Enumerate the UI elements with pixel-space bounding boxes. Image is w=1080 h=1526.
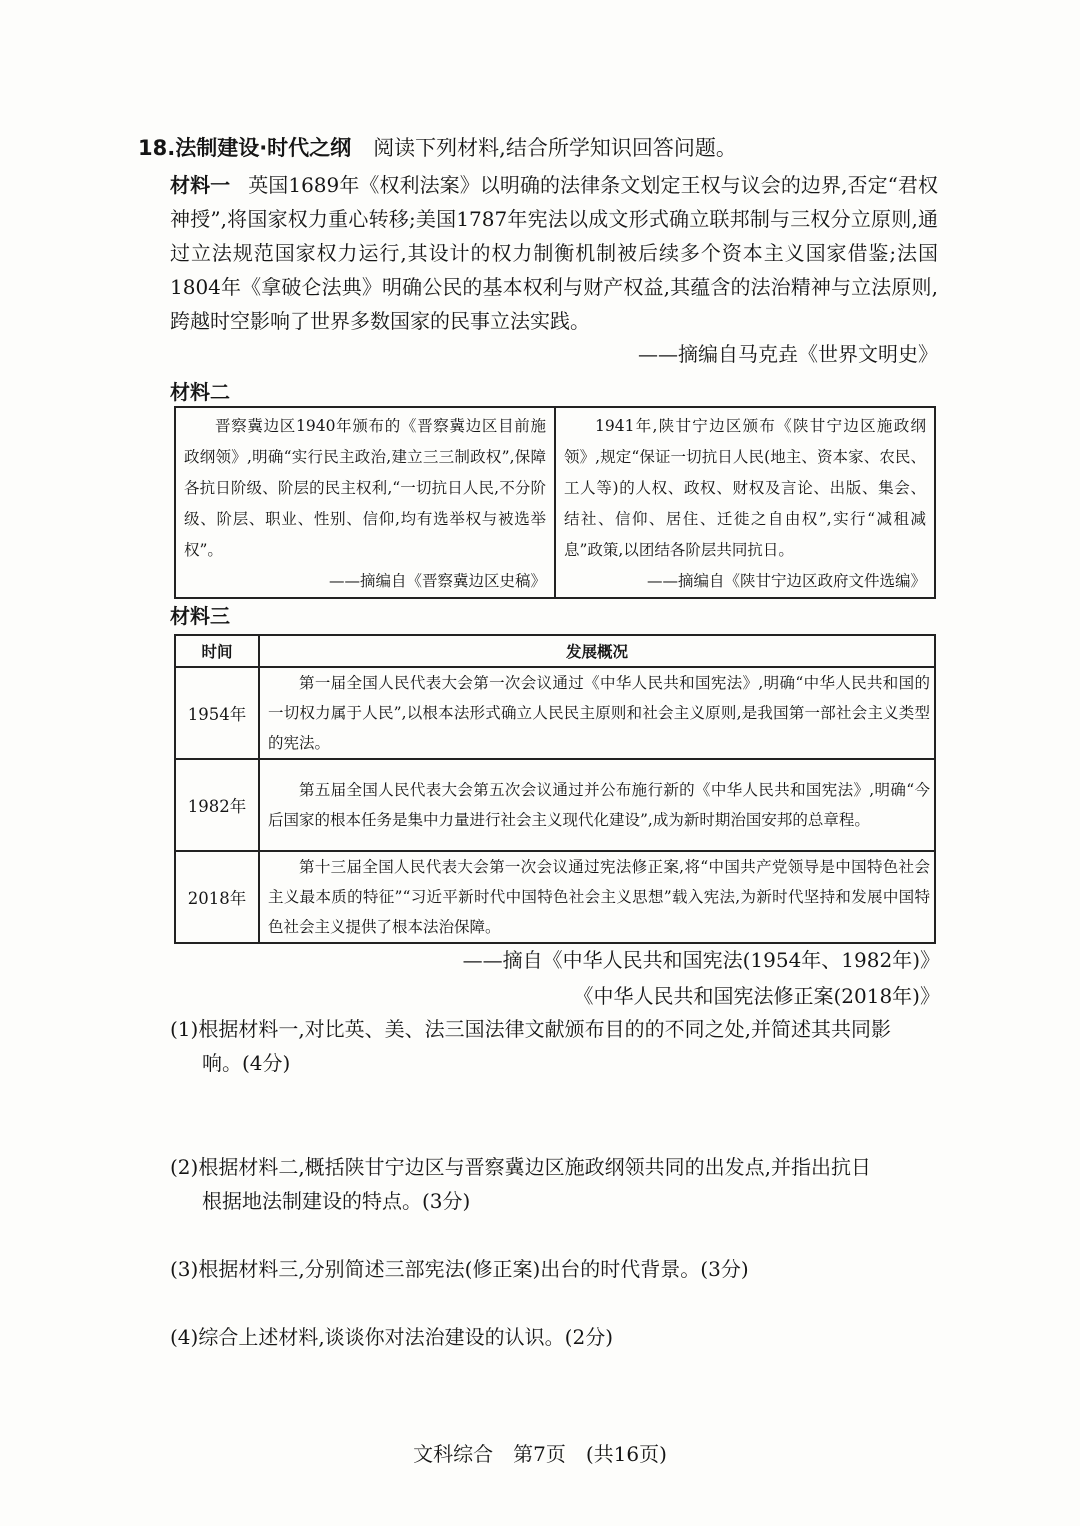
row-year: 1954年 xyxy=(175,667,259,759)
material-three-source-line1: ——摘自《中华人民共和国宪法(1954年、1982年)》 xyxy=(462,948,940,972)
subquestion-2-line1: (2)根据材料二,概括陕甘宁边区与晋察冀边区施政纲领共同的出发点,并指出抗日 xyxy=(170,1155,872,1179)
question-topic: 法制建设·时代之纲 xyxy=(175,136,352,160)
material-two-right-cell xyxy=(555,407,935,598)
subquestion-4: (4)综合上述材料,谈谈你对法治建设的认识。(2分) xyxy=(170,1325,614,1349)
material-three-table xyxy=(174,634,936,944)
material-two-right-source: ——摘编自《陕甘宁边区政府文件选编》 xyxy=(646,572,926,590)
material-three-source-line2: 《中华人民共和国宪法修正案(2018年)》 xyxy=(573,984,940,1008)
table-row xyxy=(175,851,935,943)
material-two-label: 材料二 xyxy=(170,380,230,404)
row-description: 第一届全国人民代表大会第一次会议通过《中华人民共和国宪法》,明确“中华人民共和国的一切权力属于人民”,以根本法形式确立人民民主原则和社会主义原则,是我国第一部社会主义类型的宪法。 xyxy=(259,667,935,759)
row-year: 1982年 xyxy=(175,759,259,851)
column-header-overview: 发展概况 xyxy=(259,635,935,667)
row-description: 第五届全国人民代表大会第五次会议通过并公布施行新的《中华人民共和国宪法》,明确“今后国家的根本任务是集中力量进行社会主义现代化建设”,成为新时期治国安邦的总章程。 xyxy=(259,759,935,851)
material-one-label: 材料一 xyxy=(170,173,231,197)
material-two-right-text: 1941年,陕甘宁边区颁布《陕甘宁边区施政纲领》,规定“保证一切抗日人民(地主、资本家、农民、工人等)的人权、政权、财权及言论、出版、集会、结社、信仰、居住、迁徙之自由权”,实行“减租减息”政策,以团结各阶层共同抗日。 xyxy=(564,417,926,559)
material-one-text: 英国1689年《权利法案》以明确的法律条文划定王权与议会的边界,否定“君权神授”,将国家权力重心转移;美国1787年宪法以成文形式确立联邦制与三权分立原则,通过立法规范国家权力运行,其设计的权力制衡机制被后续多个资本主义国家借鉴;法国1804年《拿破仑法典》明确公民的基本权利与财产权益,其蕴含的法治精神与立法原则,跨越时空影响了世界多数国家的民事立法实践。 xyxy=(170,173,939,333)
material-two-left-text: 晋察冀边区1940年颁布的《晋察冀边区目前施政纲领》,明确“实行民主政治,建立三三制政权”,保障各抗日阶级、阶层的民主权利,“一切抗日人民,不分阶级、阶层、职业、性别、信仰,均有选举权与被选举权”。 xyxy=(184,417,546,559)
material-three-label: 材料三 xyxy=(170,604,230,628)
subquestion-1-line2: 响。(4分) xyxy=(202,1051,291,1075)
question-instruction: 阅读下列材料,结合所学知识回答问题。 xyxy=(373,136,737,160)
column-header-time: 时间 xyxy=(175,635,259,667)
subquestion-1 xyxy=(170,1012,940,1080)
subquestion-1-line1: (1)根据材料一,对比英、美、法三国法律文献颁布目的的不同之处,并简述其共同影 xyxy=(170,1017,892,1041)
subquestion-2-line2: 根据地法制建设的特点。(3分) xyxy=(202,1189,471,1213)
footer-page-number: 第7页 xyxy=(513,1442,566,1466)
material-two-left-cell xyxy=(175,407,555,598)
subquestion-2 xyxy=(170,1150,940,1218)
footer-subject: 文科综合 xyxy=(413,1442,494,1466)
question-header xyxy=(138,132,737,162)
row-year: 2018年 xyxy=(175,851,259,943)
table-row xyxy=(175,667,935,759)
table-row xyxy=(175,759,935,851)
material-two-table xyxy=(174,406,936,599)
table-header-row xyxy=(175,635,935,667)
row-description: 第十三届全国人民代表大会第一次会议通过宪法修正案,将“中国共产党领导是中国特色社会主义最本质的特征”“习近平新时代中国特色社会主义思想”载入宪法,为新时代坚持和发展中国特色社会主义提供了根本法治保障。 xyxy=(259,851,935,943)
material-two-left-source: ——摘编自《晋察冀边区史稿》 xyxy=(328,572,546,590)
subquestion-3: (3)根据材料三,分别简述三部宪法(修正案)出台的时代背景。(3分) xyxy=(170,1257,749,1281)
page-footer xyxy=(0,1438,1080,1467)
footer-total-pages: (共16页) xyxy=(585,1442,667,1466)
material-one-source: ——摘编自马克垚《世界文明史》 xyxy=(638,342,938,366)
material-one xyxy=(170,168,938,338)
question-number: 18. xyxy=(138,136,176,160)
